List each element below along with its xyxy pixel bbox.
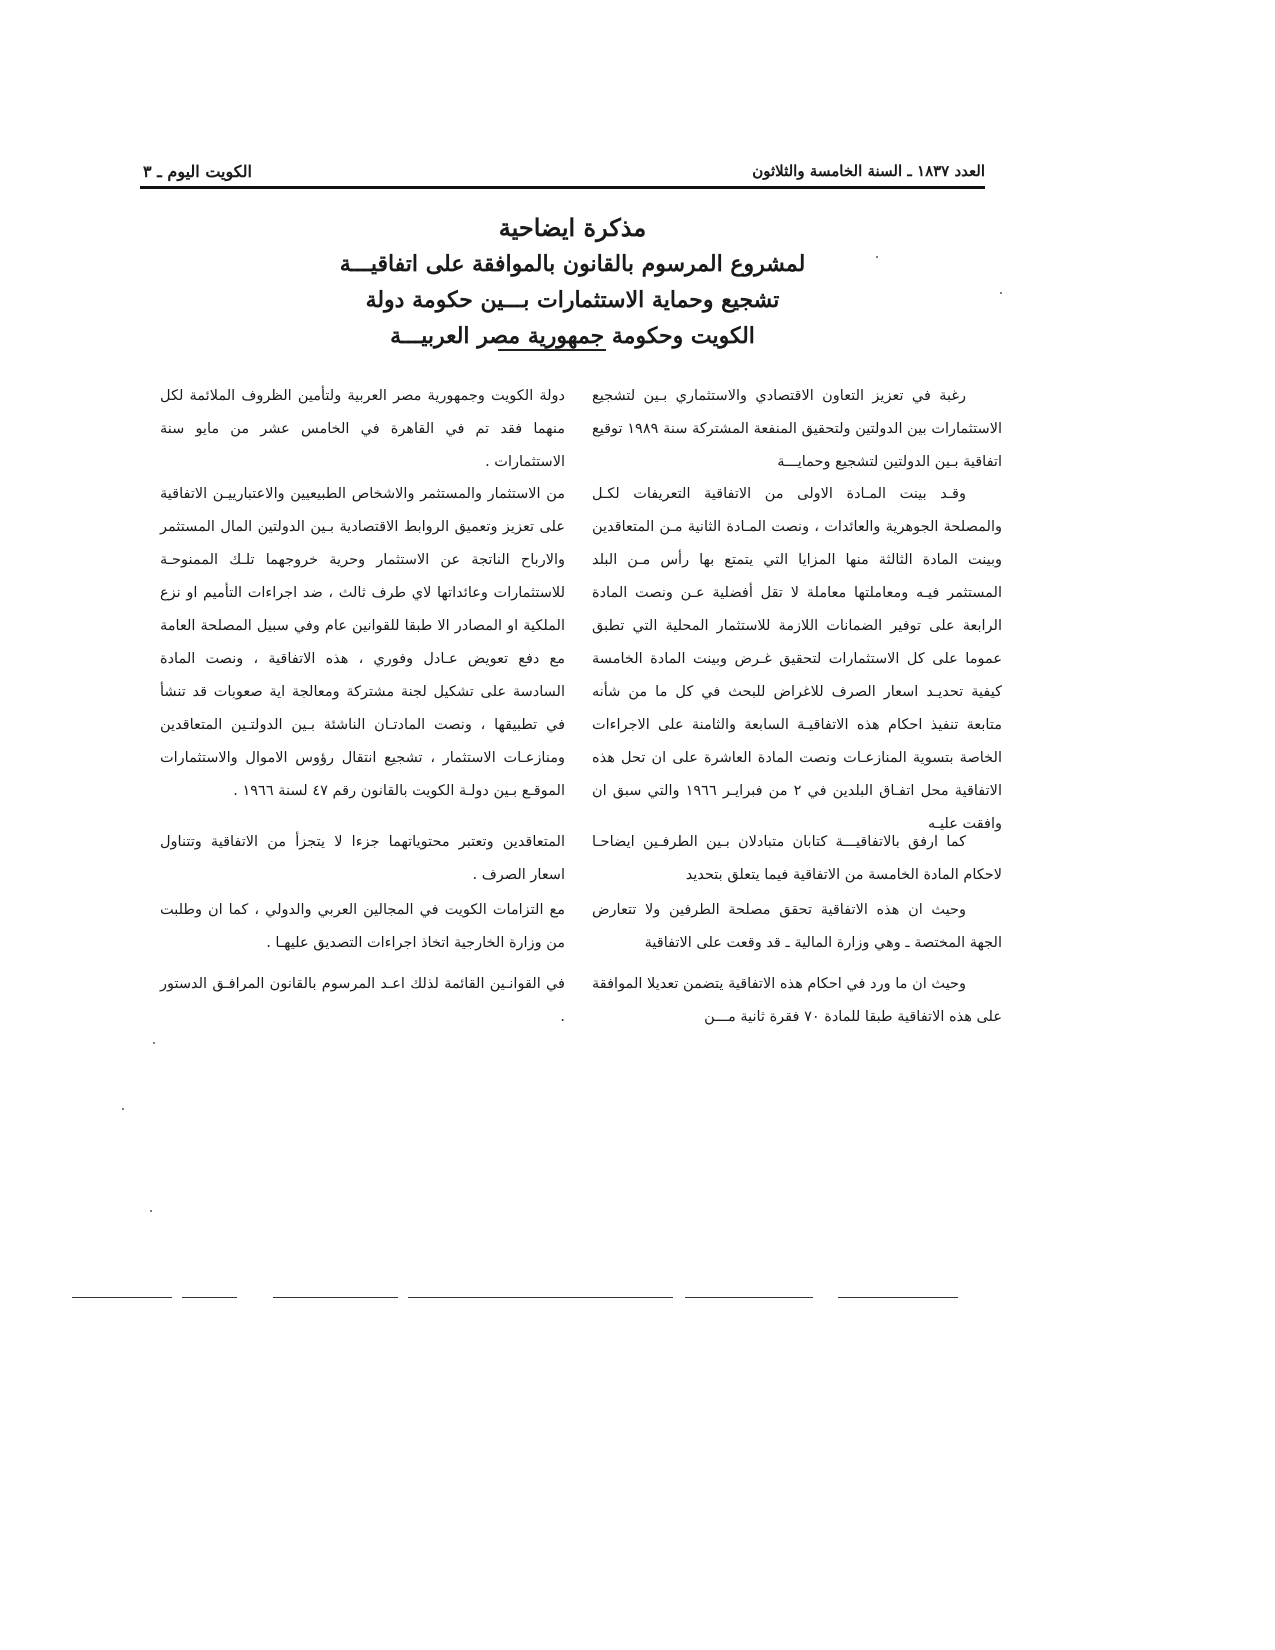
paragraph-2-left: من الاستثمار والمستثمر والاشخاص الطبيعيين والاعتبارييـن الاتفاقية على تعزيز وتعميق الروابط الاقتصادية بـين الدولتين المال المستثمر والارباح الناتجة عن الاستثمار وحرية خروجهما تلـك الممنوحـة للاستثمارات وعائداتها لاي طرف ثالث ، ضد اجراءات التأميم او نزع الملكية او المصادر الا طبقا للقوانين عام وفي سبيل المصلحة العامة مع دفع تعويض عـادل وفوري ، هذه الاتفاقية ، ونصت المادة السادسة على تشكيل لجنة مشتركة ومعالجة اية صعوبات قد تنشأ في تطبيقها ، ونصت المادتـان الناشئة بـين الدولتـين المتعاقدين ومنازعـات الاستثمار ، تشجيع انتقال رؤوس الاموال والاستثمارات الموقـع بـين دولـة الكويت بالقانون رقم ٤٧ لسنة ١٩٦٦ . — [160, 486, 565, 799]
paragraph-5-left: في القوانـين القائمة لذلك اعـد المرسوم بالقانون المرافـق الدستور . — [160, 976, 565, 1025]
title-line-1: مذكرة ايضاحية — [498, 213, 647, 242]
scan-speck — [122, 1108, 124, 1110]
paragraph-1-left: دولة الكويت وجمهورية مصر العربية ولتأمين الظروف الملائمة لكل منهما فقد تم في القاهرة في الخامس عشر من مايو سنة الاستثمارات . — [160, 388, 565, 470]
scan-speck — [876, 256, 878, 258]
footer-rule-4 — [408, 1297, 673, 1298]
footer-rule-6 — [838, 1297, 958, 1298]
scan-speck — [1000, 292, 1002, 294]
title-line-3: تشجيع وحماية الاستثمارات بـــين حكومة دولة — [365, 287, 780, 313]
title-underline — [498, 349, 606, 351]
paragraph-1-right: رغبة في تعزيز التعاون الاقتصادي والاستثماري بـين لتشجيع الاستثمارات بين الدولتين ولتحقيق المنفعة المشتركة سنة ١٩٨٩ توقيع اتفاقية بـين الدولتين لتشجيع وحمايـــة — [592, 388, 1002, 470]
footer-rule-5 — [685, 1297, 813, 1298]
issue-number: العدد ١٨٣٧ ـ السنة الخامسة والثلاثون — [752, 162, 985, 180]
paragraph-3-left: المتعاقدين وتعتبر محتوياتهما جزءا لا يتجزأ من الاتفاقية وتتناول اسعار الصرف . — [160, 834, 565, 883]
paragraph-4-right: وحيث ان هذه الاتفاقية تحقق مصلحة الطرفين ولا تتعارض الجهة المختصة ـ وهي وزارة المالية ـ قد وقعت على الاتفاقية — [592, 902, 1002, 951]
publication-header: الكويت اليوم ـ ٣ — [143, 162, 252, 181]
scan-speck — [150, 1210, 152, 1212]
footer-rule-2 — [182, 1297, 237, 1298]
title-line-4: الكويت وحكومة جمهورية مصر العربيـــة — [390, 323, 755, 349]
paragraph-5-right: وحيث ان ما ورد في احكام هذه الاتفاقية يتضمن تعديلا الموافقة على هذه الاتفاقية طبقا للمادة ٧٠ فقرة ثانية مـــن — [592, 976, 1002, 1025]
paragraph-3-right: كما ارفق بالاتفاقيـــة كتابان متبادلان بـين الطرفـين ايضاحـا لاحكام المادة الخامسة من الاتفاقية فيما يتعلق بتحديد — [592, 834, 1002, 883]
title-line-2: لمشروع المرسوم بالقانون بالموافقة على اتفاقيـــة — [339, 251, 806, 277]
paragraph-4-left: مع التزامات الكويت في المجالين العربي والدولي ، كما ان وطلبت من وزارة الخارجية اتخاذ اجراءات التصديق عليهـا . — [160, 902, 565, 951]
paragraph-2-right: وقـد بينت المـادة الاولى من الاتفاقية التعريفات لكـل والمصلحة الجوهرية والعائدات ، ونصت المـادة الثانية مـن المتعاقدين وبينت المادة الثالثة منها المزايا التي يتمتع بها رأس مـن البلد المستثمر فيـه ومعاملتها معاملة لا تقل أفضلية عـن ونصت المادة الرابعة على توفير الضمانات اللازمة للاستثمار المحلية التي تطبق عموما على كل الاستثمارات لتحقيق غـرض وبينت المادة الخامسة كيفية تحديـد اسعار الصرف للاغراض للبحث في كل ما من شأنه متابعة تنفيذ احكام هذه الاتفاقيـة السابعة والثامنة على الاجراءات الخاصة بتسوية المنازعـات ونصت المادة العاشرة على ان تحل هذه الاتفاقية محل اتفـاق البلدين في ٢ من فبرايـر ١٩٦٦ والتي سبق ان وافقت عليـه — [592, 486, 1002, 832]
header-rule — [140, 186, 985, 189]
footer-rule-1 — [72, 1297, 172, 1298]
footer-rule-3 — [273, 1297, 398, 1298]
memo-title — [300, 210, 845, 354]
scan-speck — [153, 1042, 155, 1044]
